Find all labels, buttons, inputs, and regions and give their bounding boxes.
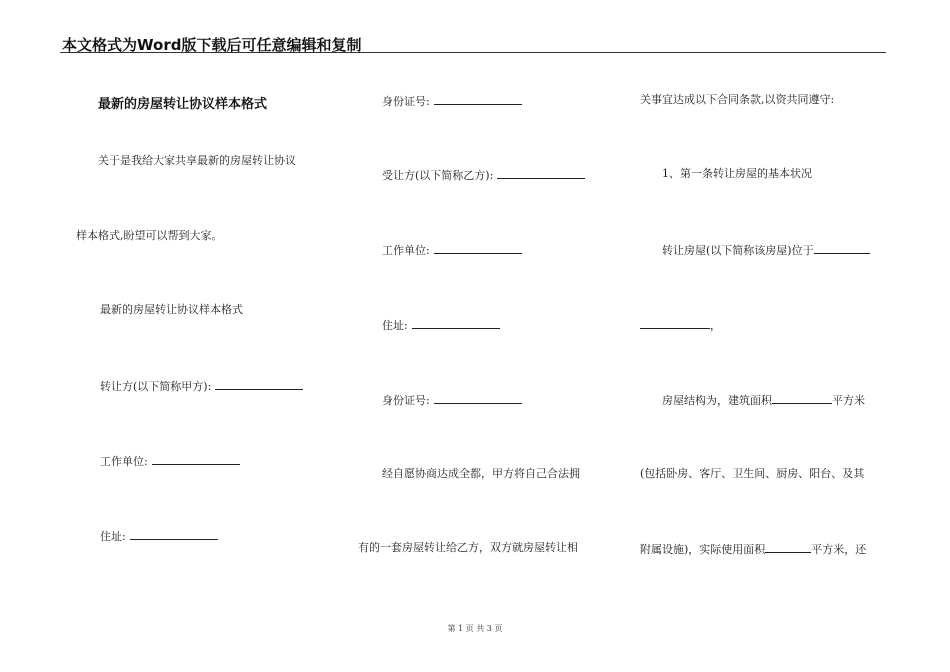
id-number-blank-1 [434,93,522,105]
id-number-label-2: 身份证号: [382,394,430,407]
page-header-title: 本文格式为Word版下载后可任意编辑和复制 [62,36,362,54]
agreement-paragraph-line-2: 有的一套房屋转让给乙方，双方就房屋转让相 [358,541,578,554]
id-number-label-1: 身份证号: [382,95,430,108]
house-location-continuation [640,317,721,333]
house-location-field [662,242,870,258]
building-area-label: 房屋结构为，建筑面积 [662,394,772,407]
rooms-included-line: (包括卧房、客厅、卫生间、厨房、阳台、及其 [640,467,865,480]
transferee-blank [497,167,585,179]
building-area-blank [772,392,832,404]
agreement-paragraph-line-1: 经自愿协商达成全都，甲方将自己合法拥 [382,467,580,480]
document-title: 最新的房屋转让协议样本格式 [98,97,268,112]
intro-line-1: 关于是我给大家共享最新的房屋转让协议 [98,154,296,167]
id-number-field-2 [382,392,522,408]
address-field-2 [382,317,500,333]
usable-area-field [640,541,866,557]
building-area-unit: 平方米 [832,394,865,407]
building-area-field [662,392,865,408]
house-location-blank [814,242,870,254]
work-unit-label-2: 工作单位: [382,244,430,257]
work-unit-blank-2 [434,242,522,254]
work-unit-field-2 [382,242,522,258]
document-subtitle: 最新的房屋转让协议样本格式 [100,303,243,316]
usable-area-label: 附属设施)，实际使用面积 [640,543,766,556]
transferor-label: 转让方(以下简称甲方): [100,380,212,393]
house-location-blank-2 [640,317,710,329]
usable-area-unit: 平方米，还 [811,543,867,556]
house-location-label: 转让房屋(以下简称该房屋)位于 [662,244,814,257]
address-blank-2 [412,317,500,329]
id-number-field-1 [382,93,522,109]
article-1-heading: 1、第一条转让房屋的基本状况 [662,167,812,180]
page-number-footer: 第 1 页 共 3 页 [447,624,503,633]
address-label-2: 住址: [382,319,408,332]
transferee-label: 受让方(以下简称乙方): [382,169,494,182]
id-number-blank-2 [434,392,522,404]
usable-area-blank [765,541,811,553]
work-unit-label-1: 工作单位: [100,455,148,468]
terms-intro-line: 关事宜达成以下合同条款,以资共同遵守: [640,93,835,106]
address-label-1: 住址: [100,530,126,543]
intro-line-2: 样本格式,盼望可以帮到大家。 [76,229,223,242]
transferee-field [382,167,585,183]
house-location-suffix: ， [710,319,721,332]
